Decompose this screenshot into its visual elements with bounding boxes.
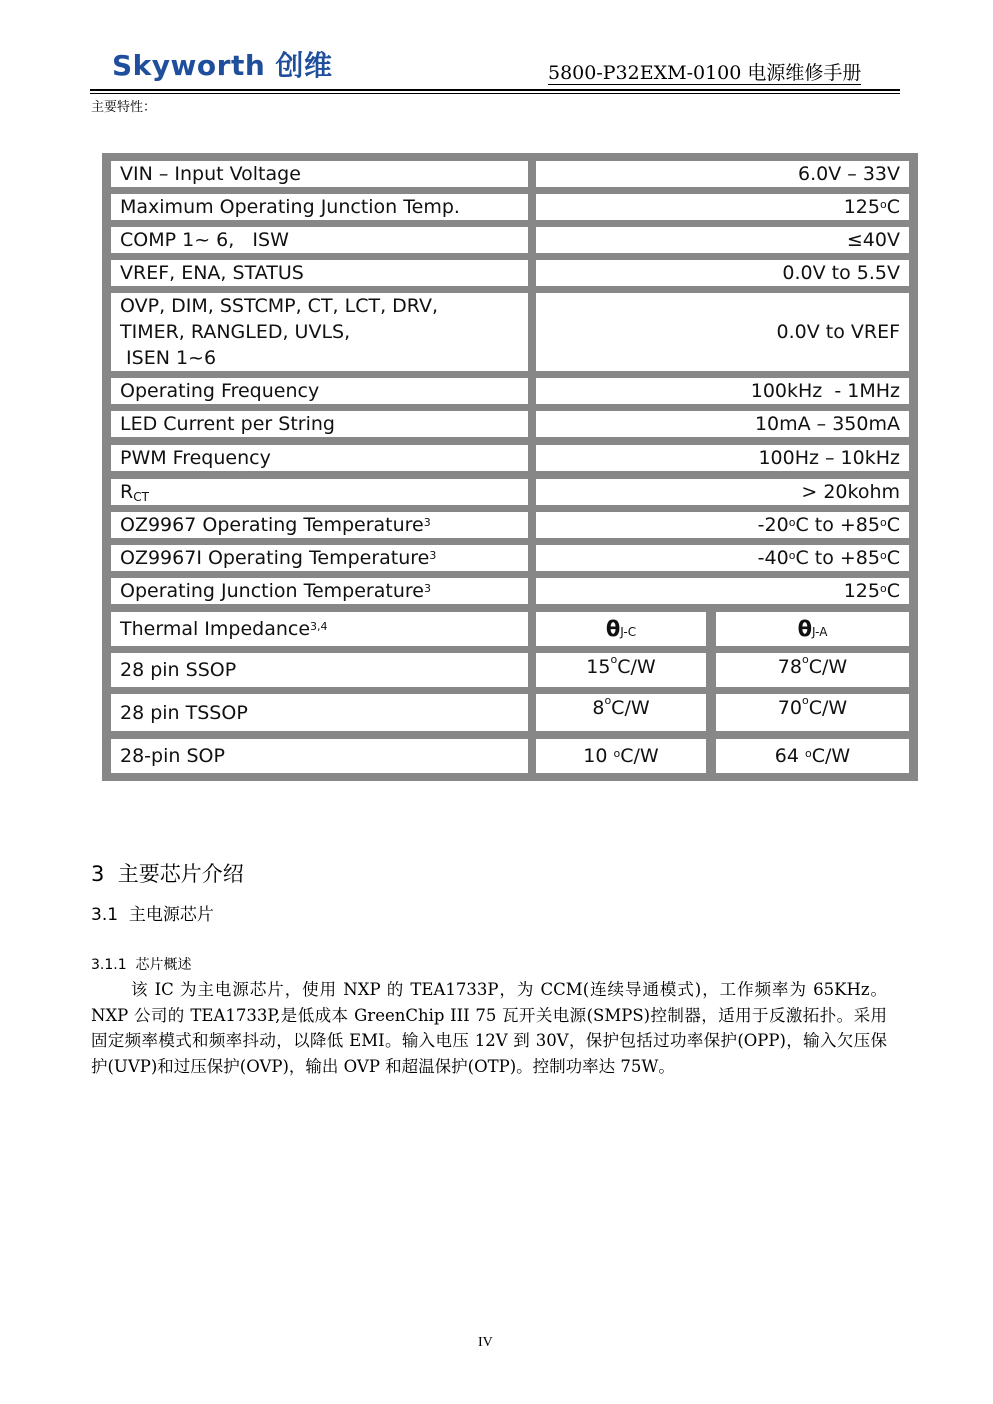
degree-mark: o	[613, 746, 621, 760]
thermal-value: 8	[592, 697, 605, 719]
theta-subscript: J-A	[812, 625, 828, 639]
param-label: VIN – Input Voltage	[120, 163, 301, 185]
param-cell	[111, 378, 528, 404]
degree-mark: o	[879, 548, 887, 562]
param-value: > 20kohm	[801, 481, 900, 503]
param-label-line: TIMER, RANGLED, UVLS,	[120, 321, 351, 343]
param-label: LED Current per String	[120, 413, 335, 435]
param-cell	[111, 194, 528, 220]
param-label: Operating Junction Temperature	[120, 580, 424, 602]
param-unit: C	[886, 547, 900, 569]
footnote-mark: 3	[423, 581, 431, 595]
degree-mark: o	[879, 197, 887, 211]
param-cell	[111, 545, 528, 571]
value-cell	[536, 378, 909, 404]
theta-symbol: θ	[797, 617, 813, 641]
thermal-value: 15	[586, 656, 611, 678]
param-label-line: ISEN 1~6	[120, 347, 217, 369]
features-label: 主要特性：	[91, 100, 157, 115]
degree-mark: o	[805, 746, 812, 760]
degree-mark: o	[610, 653, 618, 666]
param-cell	[111, 293, 528, 371]
theta-ja-cell	[716, 653, 909, 687]
degree-mark: o	[879, 581, 887, 595]
param-cell	[111, 479, 528, 505]
thermal-value: 10	[583, 745, 614, 767]
param-value: -20	[757, 514, 789, 536]
param-value: 0.0V to VREF	[776, 321, 900, 343]
value-cell	[536, 445, 909, 471]
param-cell	[111, 512, 528, 538]
param-value: 125	[843, 196, 880, 218]
skyworth-logo: Skyworth 创维	[112, 49, 333, 82]
param-cell	[111, 445, 528, 471]
thermal-value: 78	[777, 656, 802, 678]
footnote-mark: 3	[423, 515, 431, 529]
value-cell	[536, 411, 909, 437]
param-label: OZ9967 Operating Temperature	[120, 514, 424, 536]
package-name: 28 pin TSSOP	[120, 701, 248, 724]
degree-mark: o	[801, 653, 809, 666]
param-unit: C	[886, 196, 900, 218]
value-cell	[536, 545, 909, 571]
param-label: R	[120, 481, 134, 503]
section-heading: 3 主要芯片介绍	[91, 862, 244, 886]
package-cell	[111, 653, 528, 687]
package-cell	[111, 739, 528, 773]
theta-symbol: θ	[605, 617, 621, 641]
value-cell	[536, 512, 909, 538]
param-value: C to +85	[795, 514, 880, 536]
value-cell	[536, 194, 909, 220]
param-label: PWM Frequency	[120, 447, 271, 469]
value-cell	[536, 293, 909, 371]
param-cell	[111, 227, 528, 253]
spec-table	[102, 153, 918, 781]
thermal-value: 70	[777, 697, 802, 719]
param-cell	[111, 260, 528, 286]
param-value: -40	[757, 547, 789, 569]
theta-subscript: J-C	[620, 625, 637, 639]
thermal-value: 64	[774, 745, 805, 767]
theta-jc-header	[536, 612, 706, 646]
param-value: 0.0V to 5.5V	[782, 262, 900, 284]
degree-mark: o	[879, 515, 887, 529]
param-label: VREF, ENA, STATUS	[120, 262, 304, 284]
param-subscript: CT	[133, 490, 149, 504]
theta-jc-cell	[536, 653, 706, 687]
thermal-unit: C/W	[617, 656, 656, 678]
theta-ja-cell	[716, 739, 909, 773]
thermal-unit: C/W	[808, 697, 848, 719]
package-cell	[111, 694, 528, 731]
param-value: 6.0V – 33V	[798, 163, 900, 185]
param-unit: C	[886, 580, 900, 602]
param-label: Maximum Operating Junction Temp.	[120, 196, 460, 218]
value-cell	[536, 161, 909, 187]
thermal-label: Thermal Impedance	[120, 618, 311, 640]
degree-mark: o	[788, 548, 796, 562]
param-value: 100kHz - 1MHz	[750, 380, 900, 402]
footnote-mark: 3	[429, 548, 437, 562]
param-label-line: OVP, DIM, SSTCMP, CT, LCT, DRV,	[120, 295, 438, 317]
param-value: ≤40V	[846, 229, 900, 251]
thermal-unit: C/W	[620, 745, 659, 767]
thermal-unit: C/W	[811, 745, 851, 767]
header-rule-thin	[90, 93, 900, 94]
thermal-label-cell	[111, 612, 528, 646]
thermal-unit: C/W	[611, 697, 650, 719]
value-cell	[536, 479, 909, 505]
param-cell	[111, 578, 528, 604]
param-value: 100Hz – 10kHz	[758, 447, 900, 469]
degree-mark: o	[801, 694, 809, 707]
subsection-heading: 3.1 主电源芯片	[91, 905, 214, 925]
value-cell	[536, 578, 909, 604]
package-name: 28 pin SSOP	[120, 659, 237, 681]
value-cell	[536, 260, 909, 286]
header-rule	[90, 89, 900, 91]
subsubsection-heading: 3.1.1 芯片概述	[91, 957, 192, 973]
param-label: COMP 1~ 6, ISW	[120, 229, 289, 251]
param-value: 125	[843, 580, 880, 602]
degree-mark: o	[604, 694, 612, 707]
param-unit: C	[886, 514, 900, 536]
footnote-mark: 3,4	[310, 619, 328, 633]
param-label: OZ9967I Operating Temperature	[120, 547, 430, 569]
param-value: 10mA – 350mA	[754, 413, 900, 435]
page-number: IV	[478, 1335, 493, 1350]
theta-ja-cell	[716, 694, 909, 731]
param-cell	[111, 161, 528, 187]
param-label: Operating Frequency	[120, 380, 320, 402]
thermal-unit: C/W	[808, 656, 848, 678]
theta-jc-cell	[536, 739, 706, 773]
param-cell	[111, 411, 528, 437]
param-value: C to +85	[795, 547, 880, 569]
document-title: 5800-P32EXM-0100 电源维修手册	[548, 62, 862, 84]
theta-jc-cell	[536, 694, 706, 731]
theta-ja-header	[716, 612, 909, 646]
package-name: 28-pin SOP	[120, 745, 225, 767]
chip-overview-paragraph: 该 IC 为主电源芯片，使用 NXP 的 TEA1733P，为 CCM(连续导通模式)，工作频率为 65KHz。NXP 公司的 TEA1733P,是低成本 GreenChip III 75 瓦开关电源(SMPS)控制器，适用于反激拓扑。采用固定频率模式和频率抖动，以降低 EMI。输入电压 12V 到 30V，保护包括过功率保护(OPP)，输入欠压保护(UVP)和过压保护(OVP)，输出 OVP 和超温保护(OTP)。控制功率达 75W。	[91, 980, 887, 1076]
degree-mark: o	[788, 515, 796, 529]
value-cell	[536, 227, 909, 253]
